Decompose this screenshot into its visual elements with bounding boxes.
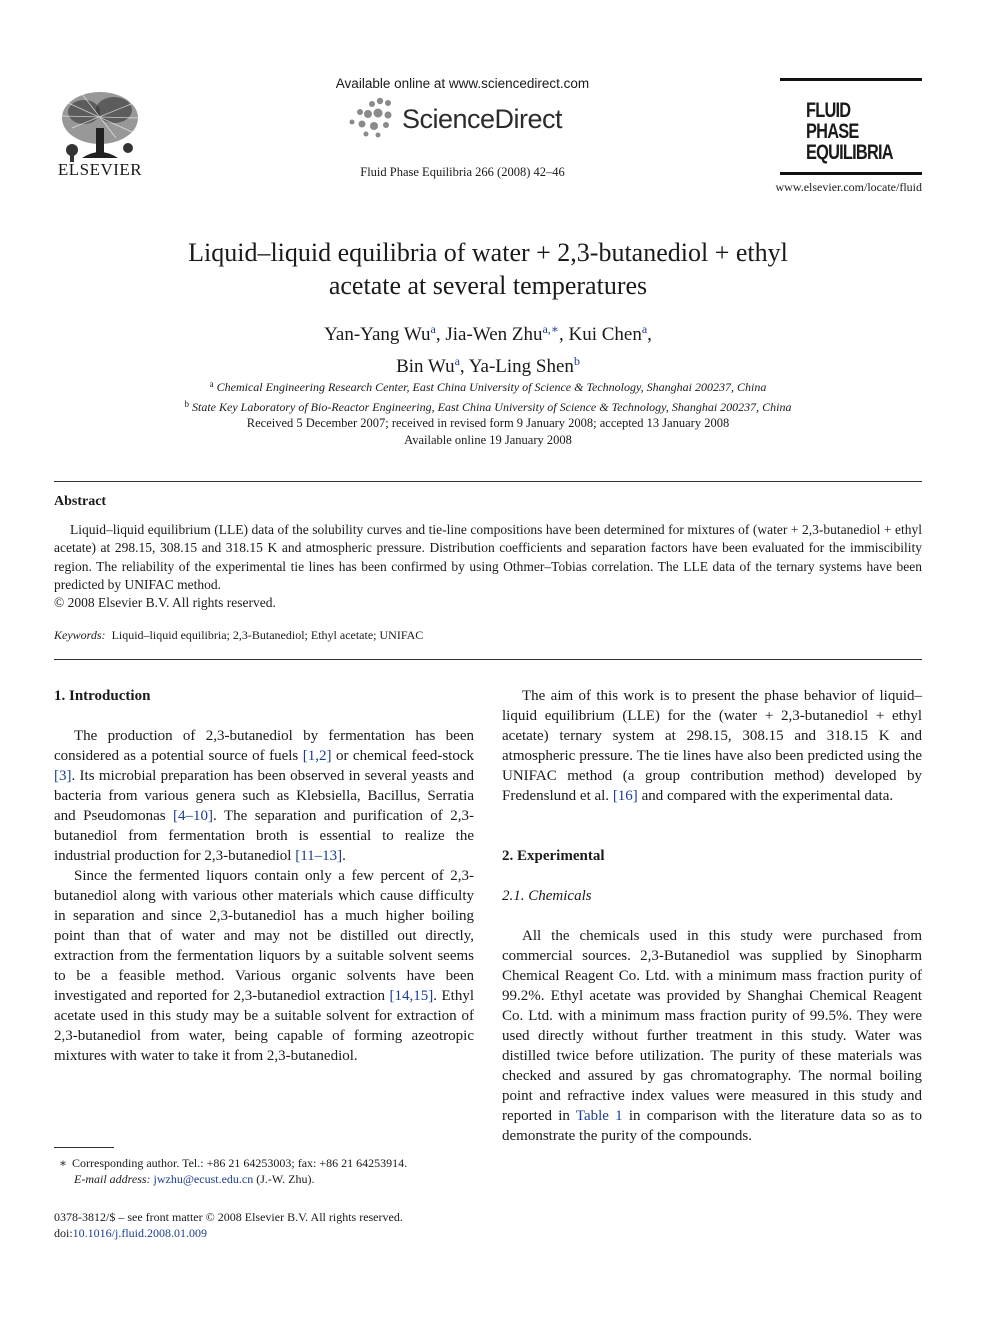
author-separator: ,: [647, 324, 652, 345]
citation-link[interactable]: [3]: [54, 768, 72, 784]
abstract-copyright: © 2008 Elsevier B.V. All rights reserved.: [54, 595, 276, 610]
dates-available: Available online 19 January 2008: [404, 433, 572, 447]
divider: [54, 481, 922, 482]
body-column-right: [502, 686, 922, 1146]
paper-title-line2: acetate at several temperatures: [328, 271, 648, 300]
subsection-heading-chemicals: 2.1. Chemicals: [502, 888, 592, 904]
author-affiliation-mark[interactable]: b: [573, 354, 580, 368]
author-affiliation-mark[interactable]: a,∗: [542, 322, 559, 336]
author-list: [200, 316, 776, 380]
paragraph: The aim of this work is to present the phase behavior of liquid–liquid equilibrium (LLE) for the (water + 2,3-butanediol + ethyl acetate) ternary system at 298.15, 308.15 and 318.15 K and atmospheric pressure. The tie lines have also been predicted using the UNIFAC method (a group contribution method) developed by Fredenslund et al. [16] and compared with the experimental data.: [502, 688, 922, 804]
citation-link[interactable]: [16]: [612, 788, 638, 804]
citation-link[interactable]: [4–10]: [173, 808, 214, 824]
journal-logo-rule-top: [780, 78, 922, 81]
footnote-rule: [54, 1147, 114, 1148]
sciencedirect-wordmark: ScienceDirect: [402, 104, 563, 134]
paper-title-line1: Liquid–liquid equilibria of water + 2,3-butanediol + ethyl: [188, 238, 788, 267]
journal-citation: Fluid Phase Equilibria 266 (2008) 42–46: [360, 165, 565, 179]
footnote-mark: ∗: [58, 1156, 68, 1170]
author-separator: ,: [435, 324, 446, 345]
footnote: [54, 1155, 474, 1187]
journal-logo-line2: EQUILIBRIA: [806, 141, 893, 164]
author-separator: ,: [558, 324, 569, 345]
citation-link[interactable]: [14,15]: [389, 988, 434, 1004]
section-heading-experimental: 2. Experimental: [502, 848, 605, 864]
journal-logo: [806, 100, 892, 163]
issn-line: 0378-3812/$ – see front matter © 2008 Elsevier B.V. All rights reserved.: [54, 1210, 403, 1224]
author-separator: ,: [459, 356, 469, 377]
section-heading-introduction: 1. Introduction: [54, 688, 151, 704]
author-name: Ya-Ling Shen: [468, 356, 574, 377]
author-name: Kui Chen: [568, 324, 642, 345]
table-link[interactable]: Table 1: [575, 1108, 623, 1124]
journal-logo-line1: FLUID PHASE: [806, 99, 859, 143]
paragraph: The production of 2,3-butanediol by fermentation has been considered as a potential source of fuels [1,2] or chemical feed-stock [3]. Its microbial preparation has been observed in several yeasts and bacteria from various genera such as Klebsiella, Bacillus, Serratia and Pseudomonas [4–10]. The separation and purification of 2,3-butanediol from fermentation broth is essential to realize the industrial production for 2,3-butanediol [11–13].: [54, 728, 474, 864]
author-affiliation-mark[interactable]: a: [454, 354, 460, 368]
affiliation-text: State Key Laboratory of Bio-Reactor Engineering, East China University of Science & Technology, Shanghai 200237, China: [192, 400, 792, 414]
affiliation-item: [60, 376, 916, 396]
author-name: Bin Wu: [396, 356, 455, 377]
available-online-line[interactable]: Available online at www.sciencedirect.com: [335, 76, 590, 91]
paragraph: Since the fermented liquors contain only a few percent of 2,3-butanediol along with various other materials which cause difficulty in separation and since 2,3-butanediol has a much higher boiling point than that of water and may not be distilled out directly, extraction from the fermentation liquors by a suitable solvent seems to be a feasible method. Various organic solvents have been investigated and reported for 2,3-butanediol extraction [14,15]. Ethyl acetate used in this study may be a suitable solvent for extraction of 2,3-butanediol from water, being capable of forming azeotropic mixtures with water to take it from 2,3-butanediol.: [54, 868, 474, 1064]
doi-label: doi:: [54, 1226, 73, 1240]
email-label: E-mail address:: [74, 1172, 151, 1186]
affiliation-mark: b: [184, 399, 189, 409]
email-suffix: (J.-W. Zhu).: [253, 1172, 315, 1186]
corresponding-author-note: Corresponding author. Tel.: +86 21 64253003; fax: +86 21 64253914.: [72, 1156, 408, 1170]
publisher-name: ELSEVIER: [57, 160, 143, 179]
citation-link[interactable]: [1,2]: [302, 748, 332, 764]
body-column-left: [54, 686, 474, 1066]
doi-link[interactable]: 10.1016/j.fluid.2008.01.009: [72, 1226, 208, 1240]
keywords-list: Liquid–liquid equilibria; 2,3-Butanediol; Ethyl acetate; UNIFAC: [111, 628, 424, 642]
article-history: [120, 415, 856, 449]
paragraph: All the chemicals used in this study were purchased from commercial sources. 2,3-Butanediol was supplied by Sinopharm Chemical Reagent Co. Ltd. with a minimum mass fraction purity of 99.2%. Ethyl acetate was provided by Shanghai Chemical Reagent Co. Ltd. with a minimum mass fraction purity of 99.5%. They were used directly without further treatment in this study. Water was distilled twice before utilization. The purity of these materials was checked and assured by gas chromatography. The normal boiling point and refractive index values were measured in this study and reported in Table 1 in comparison with the literature data so as to demonstrate the purity of the compounds.: [502, 928, 922, 1144]
abstract-body: Liquid–liquid equilibrium (LLE) data of the solubility curves and tie-line compositions have been determined for mixtures of (water + 2,3-butanediol + ethyl acetate) at 298.15, 308.15 and 318.15 K and atmospheric pressure. Distribution coefficients and separation factors have been evaluated for the immiscibility region. The reliability of the experimental tie lines has been confirmed by using Othmer–Tobias correlation. The LLE data of the ternary systems have been predicted by UNIFAC method.: [54, 522, 922, 592]
abstract-heading: Abstract: [54, 494, 107, 509]
journal-url[interactable]: www.elsevier.com/locate/fluid: [775, 180, 922, 194]
keywords: [54, 628, 423, 643]
front-matter: [54, 1209, 474, 1241]
keywords-label: Keywords:: [54, 628, 106, 642]
author-name: Yan-Yang Wu: [324, 324, 431, 345]
affiliations: [60, 376, 916, 416]
dates-received: Received 5 December 2007; received in revised form 9 January 2008; accepted 13 January 2008: [246, 416, 730, 430]
divider: [54, 659, 922, 660]
affiliation-text: Chemical Engineering Research Center, East China University of Science & Technology, Shanghai 200237, China: [216, 380, 767, 394]
email-link[interactable]: jwzhu@ecust.edu.cn: [153, 1172, 254, 1186]
paper-title: [120, 236, 856, 302]
author-affiliation-mark[interactable]: a: [430, 322, 436, 336]
affiliation-mark: a: [209, 379, 214, 389]
citation-link[interactable]: [11–13]: [295, 848, 343, 864]
journal-logo-rule-bottom: [780, 172, 922, 175]
author-name: Jia-Wen Zhu: [445, 324, 543, 345]
author-affiliation-mark[interactable]: a: [641, 322, 648, 336]
affiliation-item: [60, 396, 916, 416]
